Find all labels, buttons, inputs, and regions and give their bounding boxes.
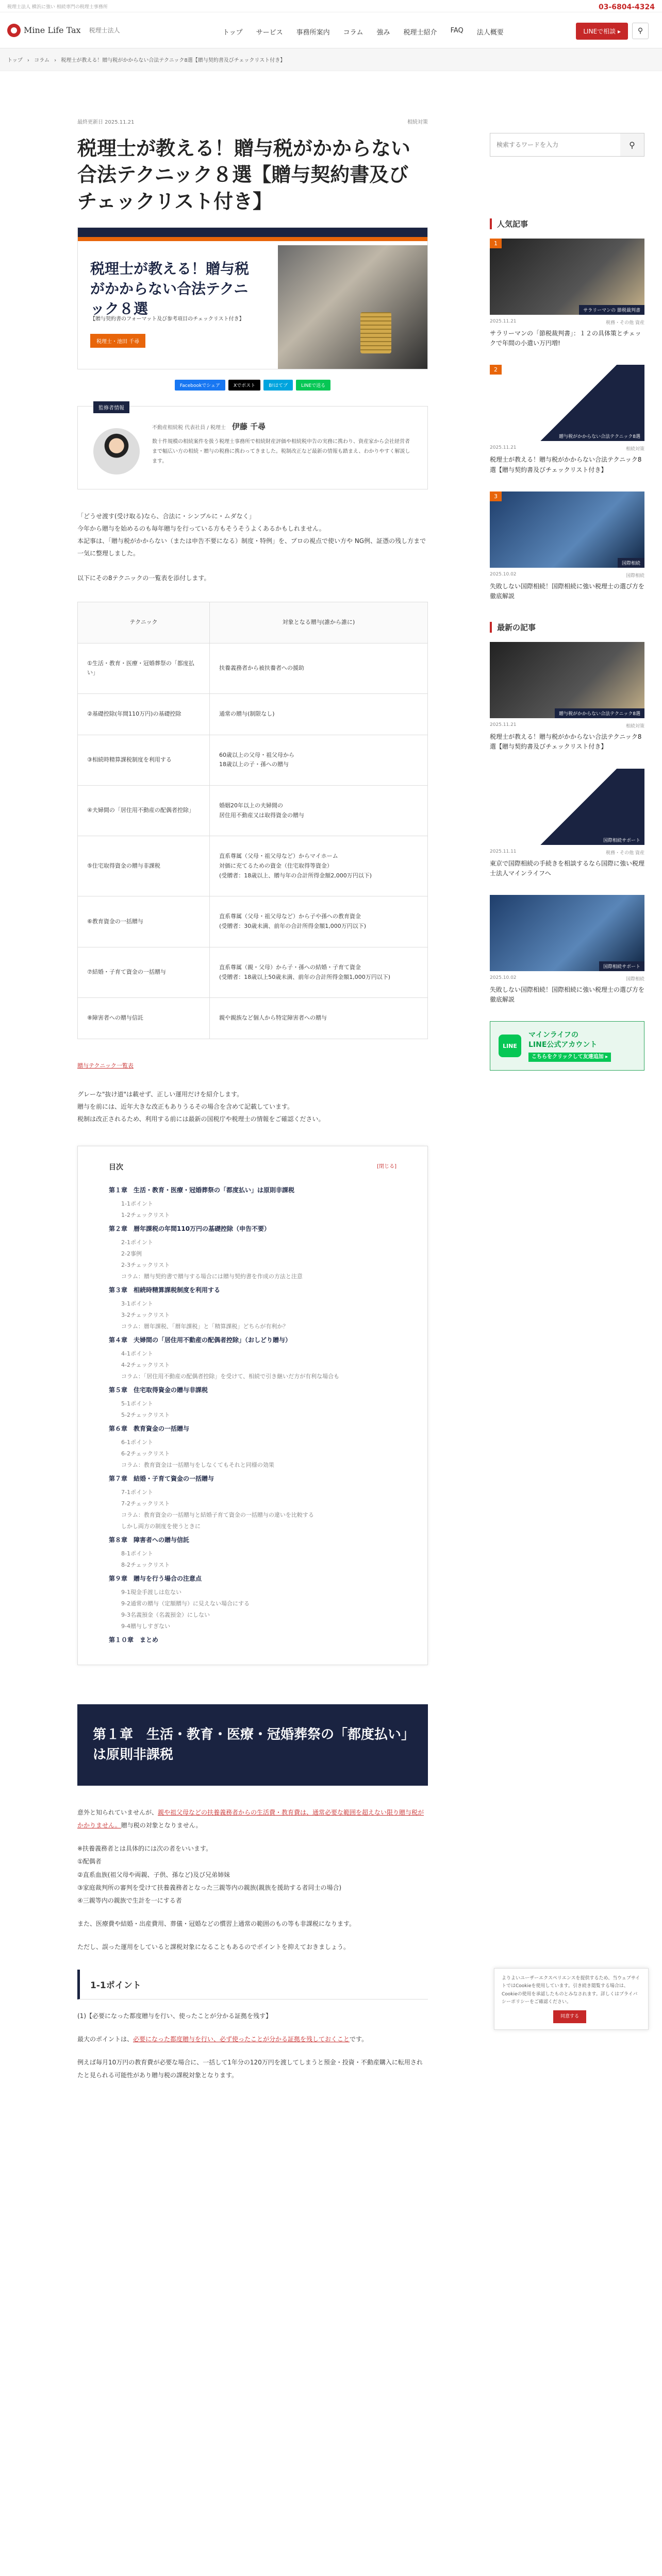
toc-sub-link[interactable]: 3-1ポイント [121,1300,153,1307]
table-row [78,896,428,947]
thumbnail-label: 贈与税がかからない合法テクニック8選 [555,431,644,441]
table-row [78,947,428,997]
after-line: 贈与を前には、近年大きな改正もありうるその場合を含めて記載しています。 [77,1103,294,1110]
technique-cell: ⑥教育資金の一括贈与 [78,896,210,947]
target-cell: 直系尊属（親・父母）から子・孫への結婚・子育て資金 (受贈者：18歳以上50歳未満、前年の合計所得金額1,000万円以下) [210,947,428,997]
table-caption-link[interactable]: 贈与テクニック一覧表 [77,1062,134,1069]
toc-chapter-link[interactable]: 第９章 贈与を行う場合の注意点 [109,1574,202,1582]
line-banner[interactable] [490,1021,644,1071]
toc-sub-link[interactable]: コラム：教育資金の一括贈与と結婚子育て資金の一括贈与の違いを比較する [121,1511,314,1518]
card-date: 2025.11.21 [490,445,517,451]
topbar-text: 税理士法人 横浜に強い 相続専門の税理士事務所 [7,5,108,10]
breadcrumb-separator: › [27,58,29,63]
toc-chapter-link[interactable]: 第２章 暦年課税の年間110万円の基礎控除（申告不要） [109,1225,271,1232]
nav-item-faq[interactable]: FAQ [450,27,464,35]
intro-text [77,510,428,584]
toc-chapter-link[interactable]: 第１章 生活・教育・医療・冠婚葬祭の「都度払い」は原則非課税 [109,1186,295,1194]
coin-stack-icon [360,312,391,353]
cookie-notice [494,1968,649,2030]
toc-sub-link[interactable]: 6-2チェックリスト [121,1450,170,1457]
intro-line: 今年から贈与を始めるのも毎年贈与を行っている方もそうそうよくあるかもしれません。 [77,524,325,532]
toc-sub-link[interactable]: 5-1ポイント [121,1400,153,1407]
card-title: 失敗しない国際相続！国際相続に強い税理士の選び方を徹底解説 [490,582,645,600]
rank-badge: 2 [490,365,502,375]
article-thumbnail [490,642,644,718]
sidebar-article-card[interactable] [490,239,644,348]
thumbnail-label: サラリーマンの 節税裁判書 [579,305,644,315]
author-box [77,406,428,489]
dependent-list: ※扶養義務者とは具体的には次の者をいいます。 ①配偶者 ②直系血族(祖父母や両親、子供、孫など)及び兄弟姉妹 ③家庭裁判所の審判を受けて扶養義務者となった三親等内の親族(親族を援助する者同士の場合) ④三親等内の親族で生計を一にする者 [77,1845,342,1905]
after-line: 税制は改正されるため、利用する前には最新の国税庁や税理士の情報をご確認ください。 [77,1115,325,1123]
line-banner-sub: こちらをクリックして友達追加 ▸ [528,1053,611,1062]
table-row [78,643,428,693]
technique-cell: ⑧障害者への贈与信託 [78,998,210,1039]
toc-sub-link[interactable]: しかし両方の制度を使うときに [121,1522,201,1530]
section-paragraph: (1)【必要になった都度贈与を行い、使ったことが分かる証拠を残す】 [77,2012,272,2020]
toc-sub-link[interactable]: コラム：暦年課税、「暦年課税」と「精算課税」どちらが有利か？ [121,1323,289,1330]
sidebar-search [490,133,644,157]
eyecatch-image [77,227,428,369]
latest-title: 最新の記事 [490,622,644,633]
article-date: 最終更新日 2025.11.21 [77,120,135,125]
technique-table [77,602,428,1039]
toc-sub-link[interactable]: コラム：「居住用不動産の配偶者控除」を受けて、相続で引き継いだ方が有利な場合も [121,1372,340,1380]
toc-sub-link[interactable]: 1-2チェックリスト [121,1211,170,1218]
facebook-share-button[interactable]: Facebookでシェア [175,380,225,391]
toc-sub-link[interactable]: 2-3チェックリスト [121,1261,170,1268]
technique-cell: ④夫婦間の「居住用不動産の配偶者控除」 [78,786,210,836]
after-line: グレーな"抜け道"は載せず、正しい運用だけを紹介します。 [77,1090,243,1098]
card-title: 税理士が教える！贈与税がかからない合法テクニック8選【贈与契約書及びチェックリスト付き】 [490,733,642,751]
technique-cell: ⑤住宅取得資金の贈与非課税 [78,836,210,896]
target-cell: 通常の贈与(制限なし) [210,693,428,735]
toc-chapter-link[interactable]: 第１０章 まとめ [109,1636,159,1643]
article-thumbnail [490,769,644,845]
toc-sub-link[interactable]: 2-2事例 [121,1250,142,1257]
nav-item-column[interactable]: コラム [343,29,363,37]
logo[interactable] [7,24,120,37]
breadcrumb-current: 税理士が教える！贈与税がかからない合法テクニック8選【贈与契約書及びチェックリスト付き】 [61,58,286,63]
sidebar [490,133,644,1071]
thumbnail-label: 贈与税がかからない合法テクニック8選 [555,708,644,718]
nav-item-service[interactable]: サービス [256,29,283,37]
global-nav [223,27,504,37]
technique-cell: ②基礎控除(年間110万円)の基礎控除 [78,693,210,735]
article-title: 税理士が教える！贈与税がかからない合法テクニック８選【贈与契約書及びチェックリスト付き】 [77,137,411,213]
thumbnail-label: 国際相続サポート [599,835,644,845]
toc-sub-link[interactable]: 1-1ポイント [121,1200,153,1207]
toc-sub-link[interactable]: コラム：贈与契約書で贈与する場合には贈与契約書を作成の方法と注意 [121,1273,303,1280]
article-thumbnail [490,895,644,971]
technique-cell: ⑦結婚・子育て資金の一括贈与 [78,947,210,997]
toc-sub-link[interactable]: 9-4贈与しすぎない [121,1622,170,1630]
technique-cell: ①生活・教育・医療・冠婚葬祭の「都度払い」 [78,643,210,693]
breadcrumb-home[interactable]: トップ [7,58,23,63]
target-cell: 直系尊属（父母・祖父母など）からマイホーム 対価に充てるための資金（住宅取得等資金） (受贈者：18歳以上、贈与年の合計所得金額2,000万円以下) [210,836,428,896]
author-tag: 監修者情報 [93,401,129,413]
toc-sub-link[interactable]: 7-2チェックリスト [121,1500,170,1507]
nav-item-staff[interactable]: 税理士紹介 [403,29,437,37]
table-header: 対象となる贈与(誰から誰に) [210,602,428,643]
intro-line: 「どうせ渡す(受け取る)なら、合法に・シンプルに・ムダなく」 [77,512,255,520]
toc-chapter-link[interactable]: 第６章 教育資金の一括贈与 [109,1425,190,1432]
card-category: 相続対策 [625,447,644,452]
target-cell: 婚姻20年以上の夫婦間の 居住用不動産又は取得資金の贈与 [210,786,428,836]
target-cell: 60歳以上の父母・祖父母から 18歳以上の子・孫への贈与 [210,735,428,785]
cookie-text: よりよいユーザーエクスペリエンスを提供するため、当ウェブサイトではCookieを使用しています。引き続き閲覧する場合は、Cookieの使用を承認したものとみなされます。詳しくはプライバシーポリシーをご確認ください。 [502,1976,640,2005]
card-title: サラリーマンの「節税裁判書」：１２の具体策とチェックで年間の小遣い万円増! [490,330,641,347]
intro-line: 本記事は、「贈与税がかからない（または申告不要になる）制度・特例」を、プロの視点で使い方や NG例、証憑の残し方まで一気に整理しました。 [77,537,426,557]
toc-chapter-link[interactable]: 第７章 結婚・子育て資金の一括贈与 [109,1475,214,1482]
logo-sub: 税理士法人 [89,27,120,34]
share-buttons [77,380,428,391]
target-cell: 親や親族など個人から特定障害者への贈与 [210,998,428,1039]
header-search-icon[interactable]: ⚲ [632,23,649,39]
table-row [78,786,428,836]
toc-toggle-button[interactable]: [閉じる] [377,1163,396,1170]
toc-sub-link[interactable]: 9-3名義預金（名義預金）にしない [121,1611,210,1618]
table-of-contents [77,1146,428,1665]
article-main [36,71,510,2092]
article-thumbnail [490,239,644,315]
toc-chapter-link[interactable]: 第４章 夫婦間の「居住用不動産の配偶者控除」（おしどり贈与） [109,1336,292,1344]
rank-badge: 3 [490,492,502,501]
card-date: 2025.10.02 [490,571,517,577]
breadcrumb [0,48,662,71]
breadcrumb-column[interactable]: コラム [34,58,49,63]
card-category: 税務・その他 資産 [606,320,644,326]
x-share-button[interactable]: Xでポスト [228,380,260,391]
search-icon[interactable]: ⚲ [620,133,644,156]
section-paragraph: 最大のポイントは、必要になった都度贈与を行い、必ず使ったことが分かる証拠を残しておくことです。 [77,2035,368,2043]
toc-sub-link[interactable]: 7-1ポイント [121,1488,153,1496]
article-category[interactable]: 相続対策 [407,120,428,125]
section-paragraph: 例えば毎月10万円の教育費が必要な場合に、一括して1年分の120万円を渡してしまうと預金・投資・不動産購入に転用されたと見られる可能性があり贈与税の課税対象となります。 [77,2058,423,2079]
sidebar-article-card[interactable] [490,769,644,878]
eyecatch-photo [278,245,427,369]
line-banner-title: マインライフの LINE公式アカウント [528,1030,598,1049]
line-icon: LINE [499,1035,521,1057]
cookie-accept-button[interactable]: 同意する [553,2010,586,2023]
thumbnail-label: 国際相続 [618,558,644,568]
toc-sub-link[interactable]: 6-1ポイント [121,1438,153,1446]
target-cell: 扶養義務者から被扶養者への援助 [210,643,428,693]
author-description: 数十件規模の相続案件を扱う税理士事務所で相続財産評価や相続税申告の実務に携わり、資産家から会社経営者まで幅広い方の相続・贈与の税務に携わってきました。税制改正など最新の情報も踏まえ、わかりやすく解説します。 [152,438,410,464]
thumbnail-label: 国際相続サポート [599,961,644,971]
chapter-1-paragraph: ただし、誤った運用をしていると課税対象になることもあるのでポイントを抑えておきましょう。 [77,1943,350,1951]
toc-title: 目次 [109,1163,123,1172]
toc-sub-link[interactable]: コラム：教育資金は一括贈与をしなくてもそれと同様の効果 [121,1461,274,1468]
card-date: 2025.11.11 [490,849,517,854]
toc-sub-link[interactable]: 9-1現金手渡しは危ない [121,1588,181,1596]
hatena-share-button[interactable]: B!はてブ [263,380,293,391]
card-date: 2025.11.21 [490,319,517,324]
nav-item-strength[interactable]: 強み [376,29,390,37]
chapter-1-paragraph: 意外と知られていませんが、親や祖父母などの扶養義務者からの生活費・教育費は、通常必要な範囲を超えない限り贈与税がかかりません。贈与税の対象となりません。 [77,1808,424,1829]
technique-cell: ③相続時精算課税制度を利用する [78,735,210,785]
rank-badge: 1 [490,239,502,248]
author-role: 不動産相続税 代表社員 / 税理士 [152,425,226,431]
topbar [0,0,662,12]
logo-text: Mine Life Tax [24,25,81,35]
table-row [78,693,428,735]
target-cell: 直系尊属（父母・祖父母など）から子や孫への教育資金 (受贈者：30歳未満、前年の合計所得金額1,000万円以下) [210,896,428,947]
phone-number[interactable]: 03-6804-4324 [598,3,655,11]
toc-sub-link[interactable]: 5-2チェックリスト [121,1411,170,1418]
eyecatch-title: 税理士が教える！贈与税がかからない合法テクニック８選 [90,260,250,318]
toc-chapter-link[interactable]: 第３章 相続時精算課税制度を利用する [109,1286,221,1294]
chapter-1-paragraph: また、医療費や結婚・出産費用、葬儀・冠婚などの慣習上通常の範囲のもの等も非課税になります。 [77,1920,356,1928]
card-date: 2025.11.21 [490,722,517,728]
card-category: 国際相続 [625,976,644,982]
sidebar-article-card[interactable] [490,492,644,601]
toc-sub-link[interactable]: 9-2通常の贈与（定額贈与）に見えない場合にする [121,1600,250,1607]
toc-sub-link[interactable]: 3-2チェックリスト [121,1311,170,1318]
sidebar-article-card[interactable] [490,642,644,752]
logo-mark-icon [7,24,21,37]
section-1-1-heading: 1-1ポイント [77,1970,428,1999]
toc-sub-link[interactable]: 8-1ポイント [121,1550,153,1557]
table-row [78,735,428,785]
eyecatch-badge: 税理士・池田 千尋 [90,334,145,348]
intro-line: 以下にその8テクニックの一覧表を添付します。 [77,574,210,582]
table-row [78,836,428,896]
card-title: 税理士が教える！贈与税がかからない合法テクニック8選【贈与契約書及びチェックリスト付き】 [490,456,642,473]
card-date: 2025.10.02 [490,975,517,980]
table-row [78,998,428,1039]
nav-item-top[interactable]: トップ [223,29,243,37]
avatar [93,428,140,474]
sidebar-article-card[interactable] [490,365,644,474]
nav-item-office[interactable]: 事務所案内 [296,29,330,37]
card-category: 税務・その他 資産 [606,850,644,856]
line-share-button[interactable]: LINEで送る [296,380,330,391]
search-input[interactable] [490,133,620,156]
eyecatch-subtitle: 【贈与契約書のフォーマット及び参考項目のチェックリスト付き】 [90,316,244,322]
sidebar-article-card[interactable] [490,895,644,1005]
breadcrumb-separator: › [54,58,57,63]
article-thumbnail [490,492,644,568]
card-category: 相続対策 [625,724,644,730]
site-header [0,12,662,48]
nav-item-company[interactable]: 法人概要 [476,29,504,37]
after-table-text [77,1088,428,1125]
card-category: 国際相続 [625,573,644,579]
card-title: 東京で国際相続の手続きを相談するなら国際に強い税理士法人マインライフへ [490,859,645,877]
article-thumbnail [490,365,644,441]
toc-sub-link[interactable]: 8-2チェックリスト [121,1561,170,1568]
popular-title: 人気記事 [490,218,644,229]
line-consult-button[interactable]: LINEで相談 ▸ [576,23,628,40]
card-title: 失敗しない国際相続！国際相続に強い税理士の選び方を徹底解説 [490,986,645,1004]
toc-chapter-link[interactable]: 第５章 住宅取得資金の贈与非課税 [109,1386,208,1394]
toc-chapter-link[interactable]: 第８章 障害者への贈与信託 [109,1536,190,1544]
toc-sub-link[interactable]: 2-1ポイント [121,1239,153,1246]
toc-sub-link[interactable]: 4-2チェックリスト [121,1361,170,1368]
author-name: 伊藤 千尋 [231,421,266,431]
table-header: テクニック [78,602,210,643]
toc-sub-link[interactable]: 4-1ポイント [121,1350,153,1357]
chapter-1-heading: 第１章 生活・教育・医療・冠婚葬祭の「都度払い」は原則非課税 [77,1704,428,1786]
